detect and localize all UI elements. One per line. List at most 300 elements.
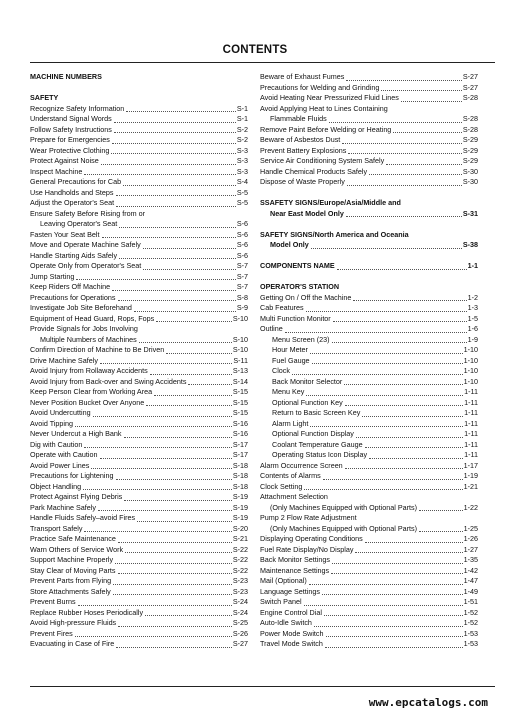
dot-leader: [419, 531, 463, 532]
dot-leader: [381, 90, 461, 91]
toc-entry-page: 1-53: [463, 639, 478, 648]
dot-leader: [356, 437, 463, 438]
toc-entry[interactable]: [260, 324, 478, 335]
toc-entry[interactable]: [260, 639, 478, 650]
dot-leader: [124, 437, 232, 438]
dot-leader: [75, 636, 232, 637]
toc-entry-page: S-19: [232, 492, 248, 501]
toc-entry[interactable]: [260, 167, 478, 178]
dot-leader: [116, 647, 232, 648]
dot-leader: [333, 321, 467, 322]
toc-entry[interactable]: [30, 167, 248, 178]
toc-entry-title: Park Machine Safely: [30, 502, 96, 512]
toc-entry-page: S-27: [462, 82, 478, 92]
toc-entry-title: Power Mode Switch: [260, 628, 324, 638]
toc-entry-page: S-25: [232, 618, 248, 627]
toc-entry-title: Leaving Operator's Seat: [40, 219, 118, 228]
dot-leader: [311, 248, 462, 249]
toc-entry[interactable]: [260, 524, 478, 535]
toc-entry-page: S-27: [462, 72, 478, 81]
toc-entry[interactable]: [30, 345, 248, 356]
toc-entry-page: 1-1: [467, 261, 478, 270]
dot-leader: [401, 101, 462, 102]
dot-leader: [188, 384, 231, 385]
toc-entry[interactable]: [260, 618, 478, 629]
toc-entry[interactable]: [30, 597, 248, 608]
dot-leader: [119, 258, 236, 259]
toc-entry-page: S-15: [232, 387, 248, 396]
toc-entry-page: S-22: [232, 544, 248, 554]
dot-leader: [393, 132, 462, 133]
toc-entry[interactable]: [260, 240, 478, 251]
toc-entry-page: S-24: [232, 607, 248, 617]
dot-leader: [116, 195, 236, 196]
toc-entry-title: Use Handholds and Steps: [30, 187, 114, 197]
toc-entry-page: S-9: [236, 303, 248, 312]
toc-entry[interactable]: [30, 104, 248, 115]
dot-leader: [369, 458, 463, 459]
spacer: [260, 188, 478, 199]
toc-entry-title: Hour Meter: [272, 345, 308, 354]
bottom-rule: [30, 686, 495, 687]
toc-entry[interactable]: [260, 345, 478, 356]
toc-entry-page: 1-10: [463, 376, 478, 386]
toc-entry-page: S-5: [236, 187, 248, 197]
dot-leader: [332, 563, 463, 564]
toc-entry-title: Switch Panel: [260, 597, 302, 606]
toc-entry-page: S-30: [462, 166, 478, 176]
dot-leader: [346, 80, 462, 81]
dot-leader: [84, 531, 231, 532]
toc-entry[interactable]: [260, 209, 478, 220]
toc-entry[interactable]: [30, 177, 248, 188]
toc-entry-page: 1-52: [463, 618, 478, 627]
dot-leader: [143, 248, 236, 249]
dot-leader: [118, 300, 236, 301]
toc-entry-title: Model Only: [270, 240, 309, 249]
dot-leader: [114, 122, 236, 123]
toc-entry-title: Handle Starting Aids Safely: [30, 250, 118, 260]
toc-entry[interactable]: [30, 303, 248, 314]
toc-entry-page: 1-22: [463, 502, 478, 512]
toc-entry[interactable]: [260, 146, 478, 157]
toc-entry-title: Coolant Temperature Gauge: [272, 439, 363, 449]
toc-entry-title: Dispose of Waste Properly: [260, 177, 345, 186]
dot-leader: [342, 143, 462, 144]
dot-leader: [347, 185, 462, 186]
dot-leader: [118, 573, 232, 574]
section-heading: MACHINE NUMBERS: [30, 72, 102, 81]
toc-entry-title: (Only Machines Equipped with Optional Parts): [270, 502, 418, 512]
toc-entry-title: Remove Paint Before Welding or Heating: [260, 124, 392, 134]
toc-entry-text: Pump 2 Flow Rate Adjustment: [260, 513, 357, 522]
dot-leader: [102, 237, 236, 238]
toc-entry-page: S-31: [462, 208, 478, 218]
toc-entry-title: Operating Status Icon Display: [272, 450, 368, 459]
toc-entry[interactable]: [30, 587, 248, 598]
toc-entry[interactable]: [30, 272, 248, 283]
toc-entry[interactable]: [260, 83, 478, 94]
toc-entry-title: Prevent Parts from Flying: [30, 576, 112, 585]
toc-entry[interactable]: [260, 366, 478, 377]
toc-entry-title: Transport Safely: [30, 523, 83, 533]
toc-entry[interactable]: [30, 387, 248, 398]
toc-entry-title: Warn Others of Service Work: [30, 544, 124, 554]
toc-entry[interactable]: [260, 125, 478, 136]
toc-entry-title: Multi Function Monitor: [260, 313, 331, 323]
toc-entry-title: Avoid Injury from Rollaway Accidents: [30, 366, 148, 375]
toc-entry-page: S-22: [232, 555, 248, 564]
toc-entry-page: S-28: [462, 93, 478, 102]
toc-entry-title: General Precautions for Cab: [30, 177, 122, 186]
dot-leader: [84, 174, 235, 175]
toc-entry-page: S-19: [232, 502, 248, 512]
toc-entry-title: Outline: [260, 324, 283, 333]
toc-entry[interactable]: [260, 387, 478, 398]
toc-entry-page: 1-47: [463, 576, 478, 585]
toc-entry-page: S-15: [232, 408, 248, 417]
toc-entry[interactable]: [260, 482, 478, 493]
toc-entry[interactable]: [30, 156, 248, 167]
toc-entry[interactable]: [260, 93, 478, 104]
toc-entry-title: Evacuating in Case of Fire: [30, 639, 115, 648]
dot-leader: [119, 227, 236, 228]
dot-leader: [112, 290, 236, 291]
toc-entry[interactable]: [30, 608, 248, 619]
toc-entry-page: 1-19: [463, 471, 478, 480]
toc-entry[interactable]: [30, 492, 248, 503]
toc-entry-page: S-15: [232, 397, 248, 407]
toc-entry-title: Beware of Asbestos Dust: [260, 135, 341, 144]
toc-entry[interactable]: [260, 293, 478, 304]
toc-entry-title: Service Air Conditioning System Safely: [260, 156, 385, 165]
toc-entry[interactable]: [30, 555, 248, 566]
toc-entry[interactable]: [260, 377, 478, 388]
dot-leader: [306, 395, 463, 396]
toc-entry-page: S-17: [232, 450, 248, 459]
dot-leader: [111, 153, 235, 154]
toc-entry[interactable]: [30, 419, 248, 430]
toc-entry[interactable]: [30, 461, 248, 472]
toc-entry[interactable]: [260, 545, 478, 556]
dot-leader: [304, 489, 462, 490]
toc-entry[interactable]: [30, 230, 248, 241]
toc-entry-title: Beware of Exhaust Fumes: [260, 72, 345, 81]
toc-entry-page: S-1: [236, 103, 248, 113]
toc-entry-page: S-28: [462, 114, 478, 123]
dot-leader: [306, 311, 467, 312]
dot-leader: [124, 500, 232, 501]
toc-entry-page: S-23: [232, 576, 248, 585]
dot-leader: [139, 342, 232, 343]
toc-entry-title: Flammable Fluids: [270, 114, 327, 123]
toc-entry[interactable]: [30, 188, 248, 199]
toc-entry[interactable]: [260, 335, 478, 346]
toc-entry-page: 1-5: [467, 313, 478, 323]
toc-entry[interactable]: [260, 461, 478, 472]
toc-entry-title: Never Undercut a High Bank: [30, 429, 122, 438]
section-heading: OPERATOR'S STATION: [260, 282, 340, 291]
toc-entry-page: 1-11: [464, 387, 478, 396]
toc-entry[interactable]: [260, 440, 478, 451]
toc-entry[interactable]: [30, 135, 248, 146]
toc-entry-title: Optional Function Display: [272, 429, 354, 438]
toc-entry-page: S-28: [462, 124, 478, 134]
toc-entry-title: Alarm Light: [272, 418, 309, 428]
spacer: [30, 83, 248, 94]
toc-entry-title: Fuel Rate Display/No Display: [260, 544, 354, 554]
dot-leader: [101, 164, 236, 165]
toc-entry-page: S-8: [236, 292, 248, 302]
dot-leader: [115, 563, 232, 564]
spacer: [260, 219, 478, 230]
dot-leader: [116, 206, 236, 207]
toc-entry-page: S-19: [232, 513, 248, 522]
toc-entry[interactable]: [30, 471, 248, 482]
toc-entry-page: S-23: [232, 586, 248, 596]
toc-entry-title: Practice Safe Maintenance: [30, 534, 116, 543]
footer-watermark-url[interactable]: www.epcatalogs.com: [368, 696, 488, 709]
dot-leader: [100, 363, 232, 364]
toc-entry[interactable]: [260, 576, 478, 587]
toc-entry-title: Engine Control Dial: [260, 607, 322, 617]
toc-entry[interactable]: [260, 629, 478, 640]
toc-entry-title: Alarm Occurrence Screen: [260, 460, 343, 470]
dot-leader: [348, 153, 462, 154]
toc-entry-title: Displaying Operating Conditions: [260, 534, 363, 543]
toc-entry[interactable]: [30, 261, 248, 272]
toc-entry[interactable]: [30, 429, 248, 440]
toc-entry[interactable]: [30, 566, 248, 577]
dot-leader: [337, 269, 467, 270]
toc-entry-page: S-29: [462, 156, 478, 165]
dot-leader: [304, 605, 463, 606]
toc-entry[interactable]: [30, 282, 248, 293]
toc-entry-page: 1-52: [463, 607, 478, 617]
dot-leader: [329, 122, 462, 123]
toc-entry-text: SSAFETY SIGNS/Europe/Asia/Middle and: [260, 198, 401, 207]
toc-entry[interactable]: [30, 293, 248, 304]
toc-entry[interactable]: [260, 114, 478, 125]
toc-entry[interactable]: [260, 471, 478, 482]
toc-entry-page: S-18: [232, 460, 248, 470]
toc-entry[interactable]: [260, 314, 478, 325]
toc-entry[interactable]: [30, 251, 248, 262]
dot-leader: [362, 416, 463, 417]
toc-entry-title: Avoid Heating Near Pressurized Fluid Lines: [260, 93, 399, 102]
toc-entry[interactable]: [260, 261, 478, 272]
toc-entry-title: Auto-Idle Switch: [260, 618, 312, 627]
toc-entry-title: Clock Setting: [260, 481, 303, 491]
toc-entry[interactable]: [260, 156, 478, 167]
toc-entry[interactable]: [30, 450, 248, 461]
toc-entry-page: S-30: [462, 177, 478, 186]
toc-entry[interactable]: [30, 408, 248, 419]
toc-entry[interactable]: [260, 356, 478, 367]
toc-entry-title: Drive Machine Safely: [30, 355, 98, 365]
toc-entry-title: Contents of Alarms: [260, 471, 321, 480]
toc-entry-title: Prevent Burns: [30, 597, 76, 606]
toc-entry-title: Near East Model Only: [270, 208, 344, 218]
toc-entry-page: S-14: [232, 376, 248, 386]
dot-leader: [345, 468, 463, 469]
toc-entry-page: S-29: [462, 135, 478, 144]
toc-entry-title: Avoid Power Lines: [30, 460, 90, 470]
toc-entry-title: Menu Key: [272, 387, 305, 396]
toc-entry[interactable]: [30, 314, 248, 325]
toc-entry-text: Attachment Selection: [260, 492, 328, 501]
toc-entry[interactable]: [30, 513, 248, 524]
dot-leader: [98, 510, 232, 511]
toc-entry[interactable]: [260, 555, 478, 566]
toc-entry-page: 1-11: [464, 429, 478, 438]
toc-entry-title: Handle Fluids Safely–avoid Fires: [30, 513, 136, 522]
dot-leader: [310, 353, 463, 354]
dot-leader: [365, 542, 463, 543]
spacer: [260, 272, 478, 283]
toc-entry-title: Store Attachments Safely: [30, 586, 111, 596]
toc-entry-title: Mail (Optional): [260, 576, 307, 585]
toc-entry-title: Dig with Caution: [30, 439, 83, 449]
spacer: [260, 251, 478, 262]
toc-entry[interactable]: [260, 408, 478, 419]
toc-entry[interactable]: [30, 335, 248, 346]
toc-entry-page: S-7: [236, 271, 248, 281]
toc-entry-page: 1-35: [463, 555, 478, 564]
dot-leader: [150, 374, 232, 375]
page-title: CONTENTS: [222, 44, 288, 56]
toc-entry[interactable]: [260, 419, 478, 430]
toc-right-column: [260, 72, 478, 650]
toc-entry-title: Precautions for Welding and Grinding: [260, 82, 380, 92]
toc-entry-page: S-27: [232, 639, 248, 648]
dot-leader: [143, 269, 236, 270]
toc-entry[interactable]: [30, 629, 248, 640]
toc-entry[interactable]: [30, 125, 248, 136]
toc-entry[interactable]: [260, 177, 478, 188]
toc-entry-title: Getting On / Off the Machine: [260, 292, 352, 302]
toc-entry-page: 1-11: [464, 439, 478, 449]
toc-entry[interactable]: [30, 576, 248, 587]
toc-entry-page: 1-17: [463, 460, 478, 470]
toc-entry-title: Prepare for Emergencies: [30, 135, 110, 144]
toc-entry[interactable]: [260, 398, 478, 409]
toc-entry-page: S-3: [236, 145, 248, 155]
toc-entry-page: 1-42: [463, 565, 478, 575]
toc-entry-title: Keep Riders Off Machine: [30, 282, 111, 291]
dot-leader: [353, 300, 466, 301]
top-rule: [30, 62, 495, 63]
toc-entry[interactable]: [30, 219, 248, 230]
toc-entry[interactable]: [260, 608, 478, 619]
toc-entry[interactable]: [30, 398, 248, 409]
toc-entry[interactable]: [30, 377, 248, 388]
dot-leader: [137, 521, 232, 522]
dot-leader: [324, 615, 463, 616]
toc-entry[interactable]: [260, 450, 478, 461]
dot-leader: [365, 447, 464, 448]
toc-entry[interactable]: [260, 597, 478, 608]
toc-entry-title: Wear Protective Clothing: [30, 145, 110, 155]
toc-entry-text: Ensure Safety Before Rising from or: [30, 208, 146, 218]
toc-entry[interactable]: [260, 303, 478, 314]
toc-entry-title: Language Settings: [260, 586, 320, 596]
toc-entry-page: S-6: [236, 229, 248, 239]
toc-entry-text: Avoid Applying Heat to Lines Containing: [260, 103, 388, 113]
toc-entry-page: S-29: [462, 145, 478, 155]
dot-leader: [93, 416, 232, 417]
toc-entry[interactable]: [260, 534, 478, 545]
toc-entry[interactable]: [260, 429, 478, 440]
toc-entry[interactable]: [260, 566, 478, 577]
toc-entry-page: 1-49: [463, 586, 478, 596]
toc-entry[interactable]: [30, 198, 248, 209]
toc-entry[interactable]: [30, 356, 248, 367]
dot-leader: [76, 279, 235, 280]
toc-entry[interactable]: [30, 482, 248, 493]
toc-entry[interactable]: [260, 72, 478, 83]
dot-leader: [134, 311, 236, 312]
dot-leader: [369, 174, 462, 175]
toc-entry-title: Adjust the Operator's Seat: [30, 198, 115, 207]
toc-entry[interactable]: [30, 639, 248, 650]
section-heading: SAFETY: [30, 93, 59, 102]
toc-entry-page: S-24: [232, 597, 248, 606]
toc-entry-page: S-10: [232, 345, 248, 354]
toc-entry-page: S-20: [232, 523, 248, 533]
dot-leader: [331, 573, 462, 574]
toc-entry-title: Stay Clear of Moving Parts: [30, 565, 116, 575]
dot-leader: [118, 542, 232, 543]
toc-entry[interactable]: [30, 524, 248, 535]
toc-entry-title: Avoid Tipping: [30, 418, 74, 428]
dot-leader: [386, 164, 462, 165]
toc-entry[interactable]: [260, 503, 478, 514]
toc-entry[interactable]: [30, 366, 248, 377]
toc-entry[interactable]: [30, 146, 248, 157]
toc-entry[interactable]: [30, 545, 248, 556]
toc-entry-title: Confirm Direction of Machine to Be Driven: [30, 345, 165, 354]
toc-entry-page: 1-27: [463, 544, 478, 554]
toc-entry[interactable]: [30, 440, 248, 451]
toc-entry[interactable]: [30, 618, 248, 629]
toc-entry-page: 1-11: [464, 397, 478, 407]
toc-entry[interactable]: [30, 534, 248, 545]
toc-entry-title: Travel Mode Switch: [260, 639, 323, 648]
toc-entry-title: Fasten Your Seat Belt: [30, 229, 100, 239]
dot-leader: [146, 405, 232, 406]
toc-entry-page: S-3: [236, 166, 248, 176]
dot-leader: [75, 426, 232, 427]
toc-entry-title: Never Position Bucket Over Anyone: [30, 397, 145, 407]
toc-entry-title: Cab Features: [260, 303, 304, 312]
dot-leader: [285, 332, 467, 333]
toc-entry-title: Back Monitor Selector: [272, 376, 343, 386]
toc-entry[interactable]: [260, 587, 478, 598]
toc-entry[interactable]: [30, 114, 248, 125]
dot-leader: [292, 374, 463, 375]
dot-leader: [113, 584, 232, 585]
toc-entry-title: Fuel Gauge: [272, 355, 310, 365]
toc-entry[interactable]: [30, 240, 248, 251]
toc-entry-page: 1-10: [463, 366, 478, 375]
toc-entry-page: S-16: [232, 418, 248, 428]
toc-entry[interactable]: [30, 503, 248, 514]
toc-entry[interactable]: [260, 135, 478, 146]
dot-leader: [312, 363, 463, 364]
toc-entry-page: 1-51: [463, 597, 478, 606]
dot-leader: [123, 185, 236, 186]
